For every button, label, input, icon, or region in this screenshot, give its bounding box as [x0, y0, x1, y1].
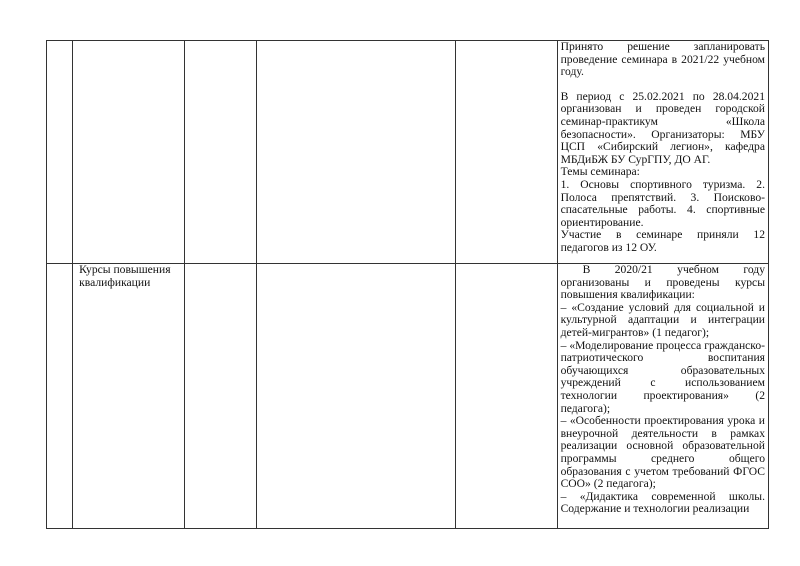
results-paragraph: – «Особенности проектирования урока и внеурочной деятельности в рамках реализации основной образовательной программы среднего общего образования с учетом требований ФГОС СОО» (2 педагога); — [560, 414, 765, 491]
results-paragraph: Участие в семинаре приняли 12 педагогов из 12 ОУ. — [560, 228, 765, 254]
results-paragraph: – «Создание условий для социальной и культурной адаптации и интеграции детей-мигрантов» (1 педагог); — [560, 300, 765, 339]
table-row — [47, 41, 769, 264]
results-paragraph: Темы семинара: — [560, 165, 640, 179]
table-cell-col3 — [185, 264, 257, 529]
results-paragraph: В 2020/21 учебном году организованы и проведены курсы повышения квалификации: — [560, 263, 765, 302]
table-cell-results — [557, 41, 768, 264]
table-cell-col3 — [185, 41, 257, 264]
activity-title: Курсы повышения квалификации — [79, 263, 171, 289]
table-cell-number — [47, 41, 73, 264]
table-cell-number — [47, 264, 73, 529]
table-cell-col4 — [257, 41, 456, 264]
table-cell-results — [557, 264, 768, 529]
report-table — [46, 40, 769, 529]
table-row — [47, 264, 769, 529]
table-cell-activity — [73, 41, 185, 264]
results-paragraph: В период с 25.02.2021 по 28.04.2021 организован и проведен городской семинар-практикум «Школа безопасности». Организаторы: МБУ ЦСП «Сибирский легион», кафедра МБДиБЖ БУ СурГПУ, ДО АГ. — [560, 89, 765, 166]
results-paragraph: Принято решение запланировать проведение семинара в 2021/22 учебном году. — [560, 40, 765, 79]
results-paragraph: 1. Основы спортивного туризма. 2. Полоса препятствий. 3. Поисково-спасательные работы. 4. спортивные ориентирование. — [560, 177, 765, 229]
table-cell-col4 — [257, 264, 456, 529]
results-paragraph: – «Дидактика современной школы. Содержание и технологии реализации — [560, 489, 765, 516]
table-cell-col5 — [456, 41, 557, 264]
table-cell-col5 — [456, 264, 557, 529]
table-cell-activity — [73, 264, 185, 529]
results-paragraph: – «Моделирование процесса гражданско-патриотического воспитания обучающихся образовательных учреждений с использованием технологии проектирования» (2 педагога); — [560, 338, 765, 415]
